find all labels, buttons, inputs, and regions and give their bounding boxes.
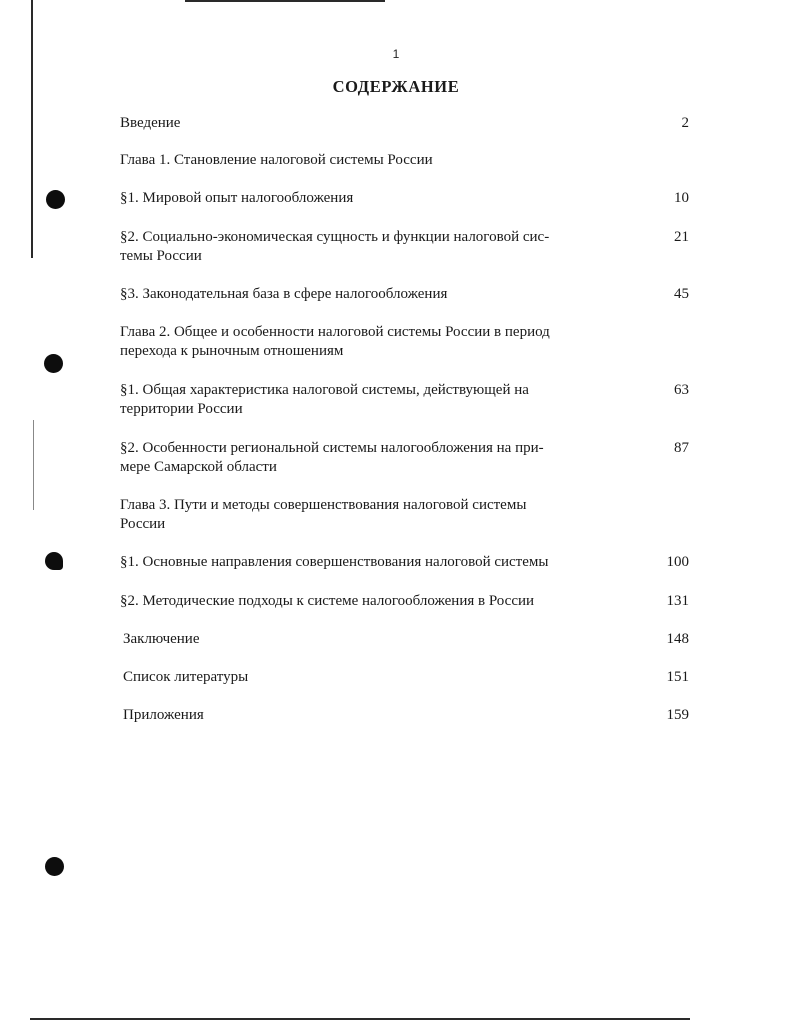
toc-entry-text: Список литературы: [123, 669, 249, 685]
toc-entry-page: 2: [681, 115, 689, 131]
toc-entry-text: §2. Особенности региональной системы налогообложения на при- мере Самарской области: [120, 440, 544, 475]
toc-chapter-heading: Глава 1. Становление налоговой системы России: [120, 152, 433, 168]
toc-entry-text: Приложения: [123, 707, 204, 723]
toc-entry-text: §2. Социально-экономическая сущность и функции налоговой сис- темы России: [120, 229, 550, 264]
toc-entry-page: 63: [674, 382, 689, 398]
page-title: СОДЕРЖАНИЕ: [332, 77, 460, 96]
punch-hole: [44, 354, 63, 373]
scan-left-edge: [31, 0, 33, 258]
toc-entry-text: Введение: [120, 115, 181, 131]
toc-entry-text: Заключение: [123, 631, 200, 647]
scan-left-edge-lower: [33, 420, 34, 510]
toc-entry-text: §1. Мировой опыт налогообложения: [120, 190, 354, 206]
toc-entry-page: 21: [674, 229, 689, 245]
toc-entry-text: §3. Законодательная база в сфере налогообложения: [120, 286, 448, 302]
toc-entry-page: 159: [666, 707, 689, 723]
toc-entry-text: §1. Общая характеристика налоговой системы, действующей на территории России: [120, 382, 529, 417]
toc-entry-page: 87: [674, 440, 689, 456]
toc-entry-page: 151: [666, 669, 689, 685]
punch-hole: [45, 857, 64, 876]
toc-entry-text: §1. Основные направления совершенствования налоговой системы: [120, 554, 549, 570]
toc-entry-page: 100: [666, 554, 689, 570]
toc-chapter-heading: Глава 2. Общее и особенности налоговой системы России в период перехода к рыночным отношениям: [120, 324, 550, 359]
toc-entry-page: 10: [674, 190, 689, 206]
toc-entry-text: §2. Методические подходы к системе налогообложения в России: [120, 593, 535, 609]
scan-bottom-line: [30, 1018, 690, 1020]
punch-hole: [46, 190, 65, 209]
punch-hole: [45, 552, 63, 570]
scan-top-line: [185, 0, 385, 2]
toc-chapter-heading: Глава 3. Пути и методы совершенствования налоговой системы России: [120, 497, 527, 532]
page-number: 1: [392, 47, 400, 61]
toc-entry-page: 45: [674, 286, 689, 302]
toc-entry-page: 131: [666, 593, 689, 609]
toc-entry-page: 148: [666, 631, 689, 647]
